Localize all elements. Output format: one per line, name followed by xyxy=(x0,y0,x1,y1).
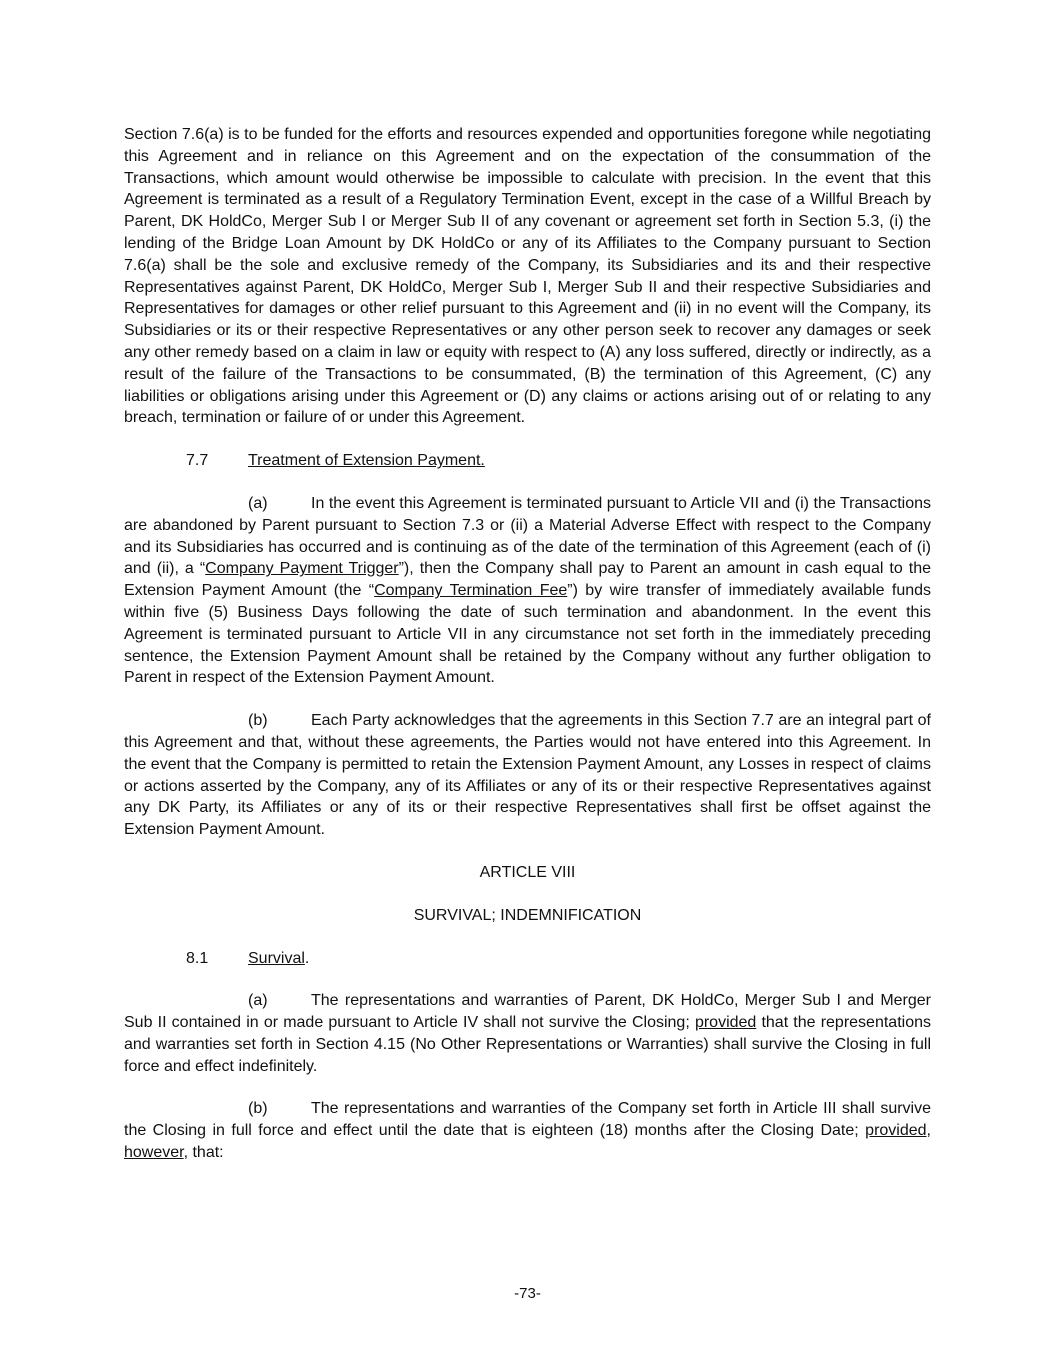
section-8-1-title-suffix: . xyxy=(304,949,310,967)
document-page xyxy=(124,124,931,1164)
section-8-1-b-text-1: The representations and warranties of the Company set forth in Article III shall survive the Closing in full force and effect until the date that is eighteen (18) months after the Closing Date; xyxy=(124,1100,931,1140)
defined-term-company-termination-fee: Company Termination Fee xyxy=(374,582,568,600)
defined-term-company-payment-trigger: Company Payment Trigger xyxy=(205,560,399,578)
page-number: -73- xyxy=(514,1285,541,1302)
section-7-7-a-text-3: ”) by wire transfer of immediately available funds within five (5) Business Days following the date of such termination and abandonment. In the event this Agreement is terminated pursuant to Article VII in any circumstance not set forth in the immediately preceding sentence, the Extension Payment Amount shall be retained by the Company without any further obligation to Parent in respect of the Extension Payment Amount. xyxy=(124,582,932,687)
section-7-7-a-paragraph xyxy=(124,493,931,689)
section-7-7-b-paragraph xyxy=(124,710,931,841)
section-7-7-number: 7.7 xyxy=(186,452,209,470)
section-8-1-b-paragraph xyxy=(124,1098,931,1163)
section-7-7-title: Treatment of Extension Payment. xyxy=(248,452,485,470)
section-8-1-title: Survival xyxy=(248,949,305,967)
section-7-7-b-label: (b) xyxy=(248,712,268,730)
section-8-1-a-text-2: that the representations and warranties set forth in Section 4.15 (No Other Representations or Warranties) shall survive the Closing in full force and effect indefinitely. xyxy=(124,1014,931,1075)
section-8-1-a-label: (a) xyxy=(248,992,268,1010)
section-8-1-b-text-3: , that: xyxy=(183,1144,224,1162)
section-7-7-a-text-1: In the event this Agreement is terminated pursuant to Article VII and (i) the Transactions are abandoned by Parent pursuant to Section 7.3 or (ii) a Material Adverse Effect with respect to the Company and its Subsidiaries has occurred and is continuing as of the date of the termination of this Agreement (each of (i) and (ii), a “ xyxy=(124,494,931,578)
section-8-1-a-paragraph xyxy=(124,990,931,1077)
section-8-1-b-label: (b) xyxy=(248,1100,268,1118)
section-8-1-a-text-1: The representations and warranties of Parent, DK HoldCo, Merger Sub I and Merger Sub II contained in or made pursuant to Article IV shall not survive the Closing; xyxy=(124,992,931,1032)
section-7-7-a-text-2: ”), then the Company shall pay to Parent an amount in cash equal to the Extension Payment Amount (the “ xyxy=(124,560,931,600)
section-8-1-number: 8.1 xyxy=(186,949,209,967)
section-7-7-b-text: Each Party acknowledges that the agreements in this Section 7.7 are an integral part of this Agreement and that, without these agreements, the Parties would not have entered into this Agreement. In the event that the Company is permitted to retain the Extension Payment Amount, any Losses in respect of claims or actions asserted by the Company, any of its Affiliates or any of its or their respective Representatives against any DK Party, its Affiliates or any of its or their respective Representatives shall first be offset against the Extension Payment Amount. xyxy=(124,712,931,839)
article-title: SURVIVAL; INDEMNIFICATION xyxy=(413,906,642,924)
section-7-7-a-label: (a) xyxy=(248,494,268,512)
carryover-paragraph: Section 7.6(a) is to be funded for the efforts and resources expended and opportunities foregone while negotiating this Agreement and in reliance on this Agreement and on the expectation of the consummation of the Transactions, which amount would otherwise be impossible to calculate with precision. In the event that this Agreement is terminated as a result of a Regulatory Termination Event, except in the case of a Willful Breach by Parent, DK HoldCo, Merger Sub I or Merger Sub II of any covenant or agreement set forth in Section 5.3, (i) the lending of the Bridge Loan Amount by DK HoldCo or any of its Affiliates to the Company pursuant to Section 7.6(a) shall be the sole and exclusive remedy of the Company, its Subsidiaries and its and their respective Representatives against Parent, DK HoldCo, Merger Sub I, Merger Sub II and their respective Subsidiaries and Representatives for damages or other relief pursuant to this Agreement and (ii) in no event will the Company, its Subsidiaries or its or their respective Representatives or any other person seek to recover any damages or seek any other remedy based on a claim in law or equity with respect to (A) any loss suffered, directly or indirectly, as a result of the failure of the Transactions to be consummated, (B) the termination of this Agreement, (C) any liabilities or obligations arising under this Agreement or (D) any claims or actions arising out of or relating to any breach, termination or failure of or under this Agreement. xyxy=(124,126,931,427)
term-however: however xyxy=(124,1144,184,1162)
term-provided: provided xyxy=(694,1014,757,1032)
section-7-7-heading xyxy=(124,450,931,472)
section-8-1-b-text-2: , xyxy=(926,1122,931,1140)
article-heading: ARTICLE VIII xyxy=(479,863,576,881)
term-provided: provided xyxy=(865,1122,927,1140)
section-8-1-heading xyxy=(124,948,931,970)
